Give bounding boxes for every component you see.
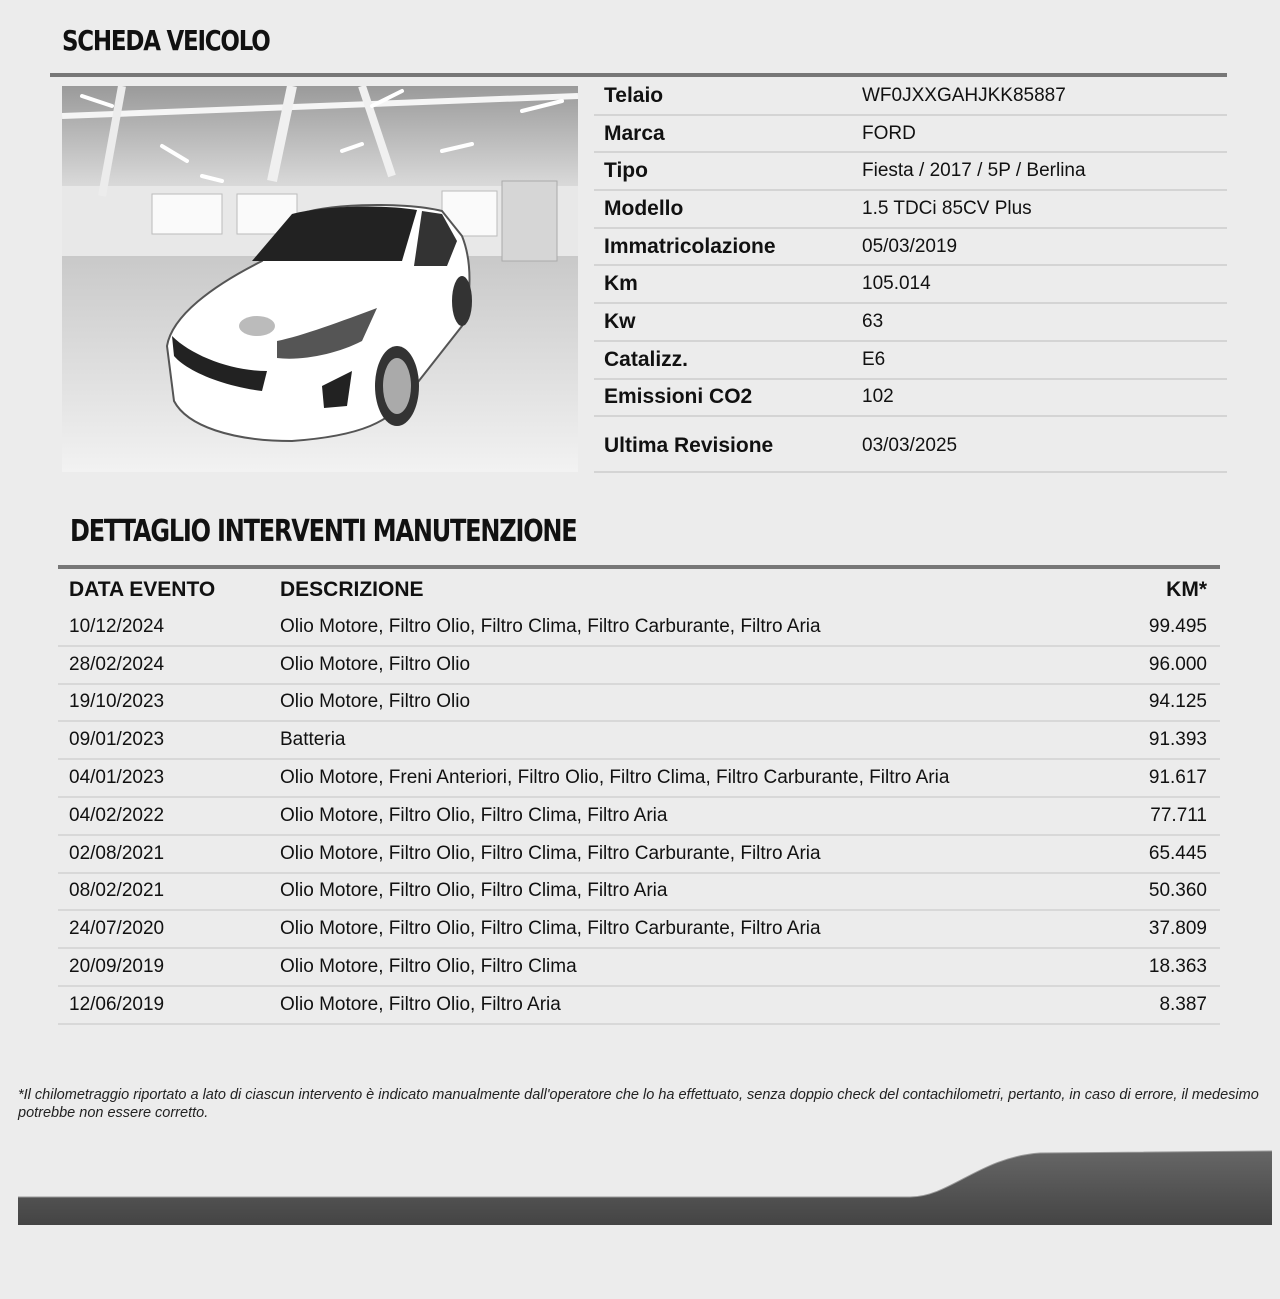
spec-row	[594, 380, 1227, 418]
row-date: 20/09/2019	[69, 956, 165, 978]
spec-value: 102	[862, 386, 894, 408]
table-row	[58, 609, 1220, 647]
row-km: 99.495	[1148, 615, 1207, 637]
row-date: 04/01/2023	[69, 767, 165, 789]
row-date: 09/01/2023	[69, 729, 165, 751]
row-description: Olio Motore, Filtro Olio, Filtro Clima	[280, 956, 577, 978]
spec-label: Kw	[604, 309, 636, 333]
spec-label: Telaio	[604, 83, 664, 107]
row-date: 08/02/2021	[69, 880, 165, 902]
row-date: 04/02/2022	[69, 804, 165, 826]
row-date: 02/08/2021	[69, 842, 165, 864]
spec-row	[594, 191, 1227, 229]
maintenance-header-row	[58, 571, 1220, 609]
row-description: Batteria	[280, 729, 346, 751]
footnote: *Il chilometraggio riportato a lato di ciascun intervento è indicato manualmente dall'operatore che lo ha effettuato, senza doppio check del contachilometri, pertanto, in caso di errore, il medesimo potrebbe non essere corretto.	[18, 1087, 1259, 1121]
maintenance-section-title: DETTAGLIO INTERVENTI MANUTENZIONE	[70, 514, 577, 549]
row-description: Olio Motore, Filtro Olio, Filtro Aria	[280, 993, 561, 1015]
header-km: KM*	[1166, 578, 1207, 601]
spec-row	[594, 304, 1227, 342]
row-date: 24/07/2020	[69, 918, 165, 940]
spec-label: Km	[604, 272, 638, 296]
table-row	[58, 685, 1220, 723]
spec-value: 1.5 TDCi 85CV Plus	[862, 197, 1032, 219]
vehicle-specs-table	[594, 78, 1227, 473]
row-km: 8.387	[1159, 993, 1207, 1015]
spec-value: 63	[862, 310, 884, 332]
spec-value: 05/03/2019	[862, 235, 958, 257]
table-row	[58, 722, 1220, 760]
row-km: 96.000	[1148, 653, 1207, 675]
spec-label: Emissioni CO2	[604, 385, 753, 409]
spec-label: Catalizz.	[604, 347, 689, 371]
footer-decoration	[0, 1145, 1280, 1235]
header-date: DATA EVENTO	[69, 578, 216, 601]
row-km: 94.125	[1148, 691, 1207, 713]
spec-label: Modello	[604, 196, 684, 220]
spec-value: 105.014	[862, 273, 931, 295]
table-row	[58, 911, 1220, 949]
table-row	[58, 987, 1220, 1025]
row-km: 50.360	[1148, 880, 1207, 902]
spec-value: 03/03/2025	[862, 435, 958, 457]
spec-row	[594, 417, 1227, 473]
spec-label: Ultima Revisione	[604, 434, 774, 458]
spec-row	[594, 342, 1227, 380]
maintenance-table	[58, 571, 1220, 1025]
table-row	[58, 798, 1220, 836]
spec-label: Marca	[604, 121, 665, 145]
spec-value: WF0JXXGAHJKK85887	[862, 84, 1066, 106]
row-date: 19/10/2023	[69, 691, 165, 713]
title-divider	[50, 73, 1227, 77]
table-row	[58, 836, 1220, 874]
spec-row	[594, 266, 1227, 304]
row-description: Olio Motore, Filtro Olio, Filtro Clima, Filtro Aria	[280, 804, 668, 826]
table-row	[58, 874, 1220, 912]
row-description: Olio Motore, Filtro Olio, Filtro Clima, Filtro Carburante, Filtro Aria	[280, 918, 821, 940]
spec-label: Tipo	[604, 159, 648, 183]
row-description: Olio Motore, Filtro Olio, Filtro Clima, Filtro Carburante, Filtro Aria	[280, 842, 821, 864]
vehicle-section-title: SCHEDA VEICOLO	[62, 24, 270, 57]
row-description: Olio Motore, Freni Anteriori, Filtro Olio, Filtro Clima, Filtro Carburante, Filtro Aria	[280, 767, 950, 789]
table-row	[58, 647, 1220, 685]
row-date: 12/06/2019	[69, 993, 165, 1015]
row-km: 18.363	[1148, 956, 1207, 978]
row-km: 91.393	[1148, 729, 1207, 751]
row-km: 37.809	[1148, 918, 1207, 940]
car-photo	[62, 86, 578, 472]
spec-label: Immatricolazione	[604, 234, 776, 258]
row-date: 10/12/2024	[69, 615, 165, 637]
spec-row	[594, 153, 1227, 191]
maintenance-divider	[58, 565, 1220, 569]
spec-value: Fiesta / 2017 / 5P / Berlina	[862, 160, 1086, 182]
table-row	[58, 760, 1220, 798]
row-date: 28/02/2024	[69, 653, 165, 675]
row-description: Olio Motore, Filtro Olio	[280, 691, 471, 713]
row-km: 91.617	[1148, 767, 1207, 789]
spec-row	[594, 78, 1227, 116]
spec-row	[594, 116, 1227, 154]
table-row	[58, 949, 1220, 987]
header-description: DESCRIZIONE	[280, 578, 424, 601]
row-description: Olio Motore, Filtro Olio, Filtro Clima, Filtro Carburante, Filtro Aria	[280, 615, 821, 637]
spec-value: FORD	[862, 122, 916, 144]
row-km: 77.711	[1150, 804, 1207, 826]
row-description: Olio Motore, Filtro Olio, Filtro Clima, Filtro Aria	[280, 880, 668, 902]
spec-value: E6	[862, 348, 886, 370]
row-km: 65.445	[1148, 842, 1207, 864]
spec-row	[594, 229, 1227, 267]
row-description: Olio Motore, Filtro Olio	[280, 653, 471, 675]
